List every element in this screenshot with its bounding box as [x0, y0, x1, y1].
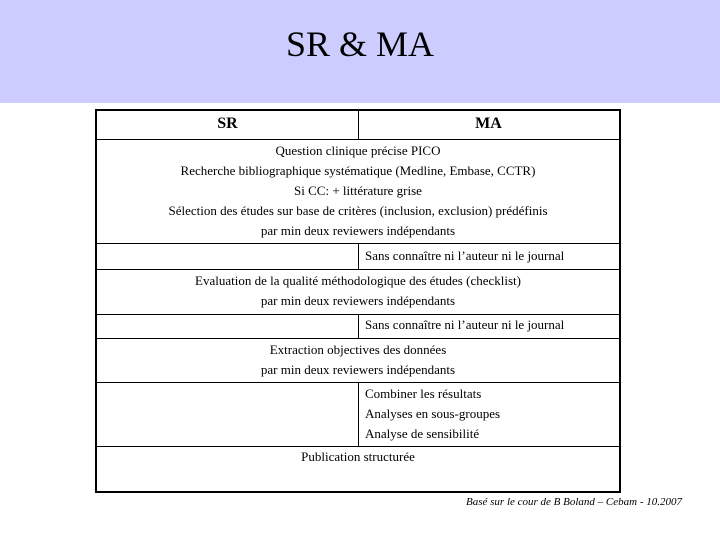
divider — [358, 314, 359, 338]
divider — [97, 139, 619, 140]
row-text: Question clinique précise PICO — [275, 143, 441, 158]
source-footnote: Basé sur le cour de B Boland – Cebam - 10.2007 — [466, 496, 682, 508]
ma-note-2: Sans connaître ni l’auteur ni le journal — [365, 317, 565, 332]
divider — [358, 111, 359, 139]
row-text: Combiner les résultats — [365, 386, 482, 401]
divider — [358, 243, 359, 269]
divider — [97, 338, 619, 339]
ma-analysis-block — [358, 384, 619, 446]
publication-row: Publication structurée — [301, 449, 415, 464]
row-text: Analyse de sensibilité — [365, 426, 480, 441]
row-text: Si CC: + littérature grise — [294, 183, 422, 198]
row-text: Extraction objectives des données — [269, 342, 447, 357]
common-block-1 — [97, 141, 619, 243]
common-block-2 — [97, 271, 619, 315]
row-text: par min deux reviewers indépendants — [260, 223, 456, 238]
row-text: Recherche bibliographique systématique (Medline, Embase, CCTR) — [180, 163, 536, 178]
divider — [358, 382, 359, 446]
comparison-table — [95, 109, 621, 493]
row-text: Sélection des études sur base de critères (inclusion, exclusion) prédéfinis — [168, 203, 548, 218]
common-block-3 — [97, 340, 619, 382]
row-text: Analyses en sous-groupes — [365, 406, 501, 421]
divider — [97, 269, 619, 270]
header-sr: SR — [217, 115, 238, 132]
header-ma: MA — [475, 115, 502, 132]
ma-note-1: Sans connaître ni l’auteur ni le journal — [365, 248, 565, 263]
row-text: Evaluation de la qualité méthodologique des études (checklist) — [195, 273, 521, 288]
row-text: par min deux reviewers indépendants — [260, 362, 456, 377]
slide-title: SR & MA — [285, 24, 435, 64]
row-text: par min deux reviewers indépendants — [260, 293, 456, 308]
